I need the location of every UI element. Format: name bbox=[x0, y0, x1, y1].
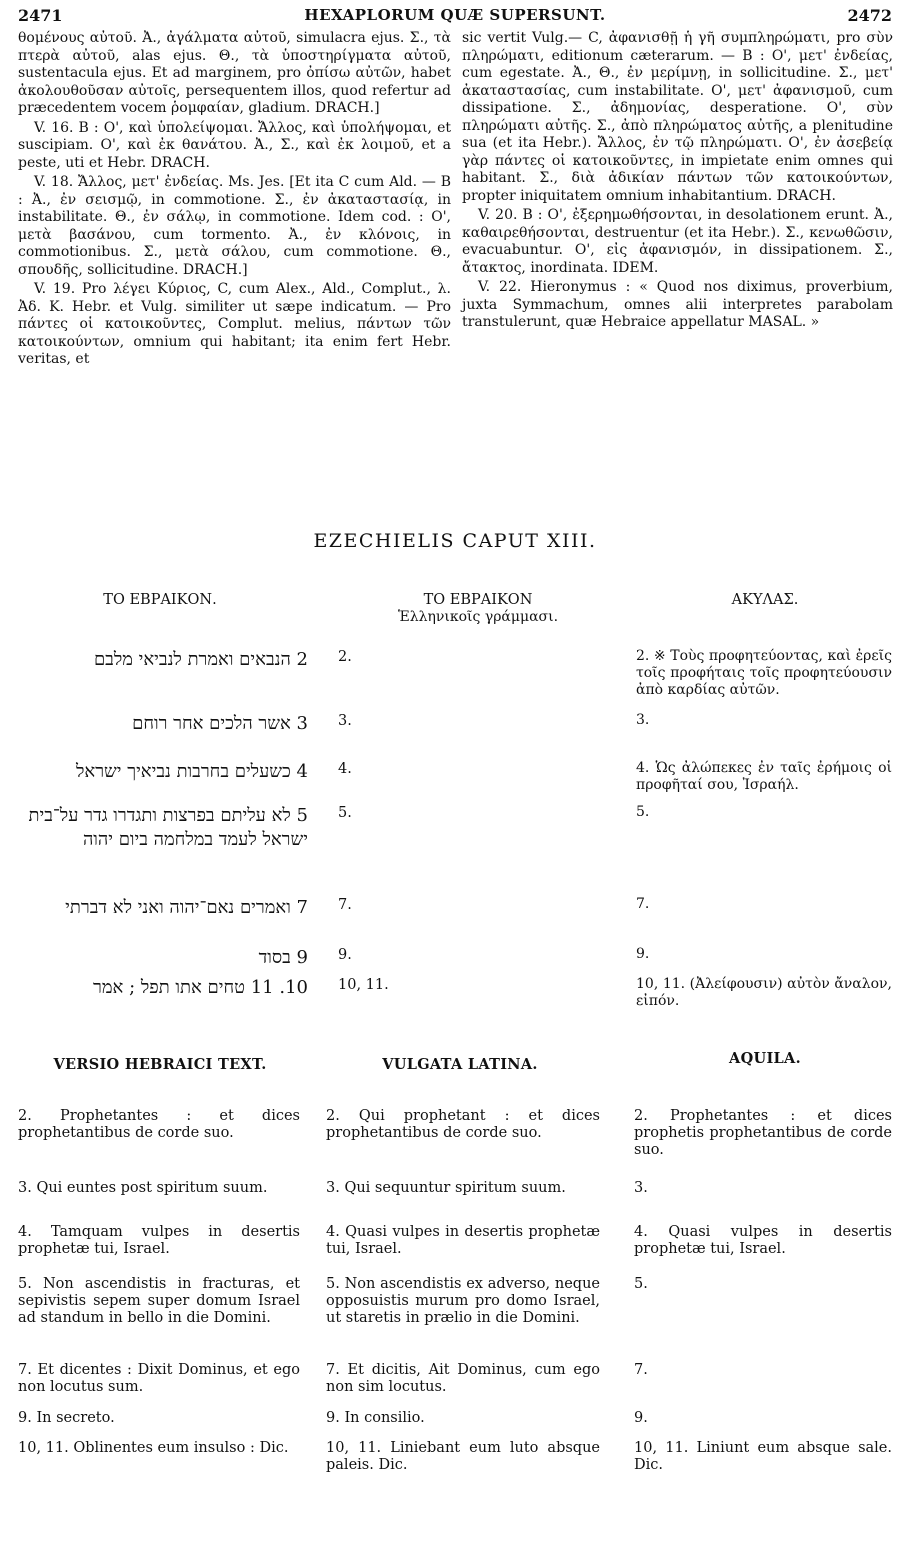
header-hebrew: ΤΟ ΕΒΡΑΙΚΟΝ. bbox=[103, 592, 217, 608]
aquila-greek-text: 5. bbox=[636, 804, 650, 820]
running-title: HEXAPLORUM QUÆ SUPERSUNT. bbox=[304, 6, 606, 24]
verse-number: 5. bbox=[338, 805, 352, 821]
note-paragraph: sic vertit Vulg.— C, ἀφανισθῇ ἡ γῆ συμπληρώματι, pro σὺν πληρώματι, editionum cæterarum. — B : Ο', μετ' ἐνδείας, cum egestate. Ἀ., Θ., ἐν μερίμνῃ, in sollicitudine. Σ., μετ' ἀκαταστασίας, cum instabilitate. Ο', μετ' ἀφανισμοῦ, cum dissipatione. Σ., ἀδημονίας, desperatione. Ο', σὺν πληρώματι αὐτῆς. Σ., ἀπὸ πληρώματος αὐτῆς, a plenitudine sua (et ita Hebr.). Ἄλλος, ἐν τῷ πληρώματι. Ο', ἐν ἀσεβείᾳ γὰρ πάντες οἱ κατοικοῦντες, in impietate enim omnes qui habitant. Σ., διὰ ἀδικίαν πάντων τῶν κατοικούντων, propter iniquitatem omnium inhabitantium. DRACH. bbox=[462, 30, 893, 204]
column-number-left: 2471 bbox=[18, 6, 63, 25]
table-row bbox=[0, 712, 910, 742]
notes-column-left bbox=[18, 30, 451, 371]
hebrew-text: 2 הנבאים ואמרת לנביאי מלבם bbox=[93, 649, 308, 670]
hebrew-text: 10. 11 טחים אתו תפל ; אמר bbox=[93, 977, 308, 998]
table-row bbox=[0, 976, 910, 1016]
table-row bbox=[0, 648, 910, 704]
hebrew-text: 3 אשר הלכים אחר רוחם bbox=[132, 713, 308, 734]
hebrew-text: 5 לא עליתם בפרצות ותגדרו גדר על־בית ישראל לעמד במלחמה ביום יהוה bbox=[28, 805, 308, 850]
versio-hebraici-text: 4. Tamquam vulpes in desertis prophetæ tui, Israel. bbox=[18, 1224, 300, 1257]
notes-column-right bbox=[462, 30, 893, 334]
versio-hebraici-text: 10, 11. Oblinentes eum insulso : Dic. bbox=[18, 1440, 289, 1456]
header-versio-hebraici: VERSIO HEBRAICI TEXT. bbox=[53, 1056, 267, 1073]
note-paragraph: V. 19. Pro λέγει Κύριος, C, cum Alex., Ald., Complut., λ. Ἀδ. Κ. Hebr. et Vulg. similiter ut sæpe indicatum. — Pro πάντες οἱ κατοικοῦντες, Complut. melius, πάντων τῶν κατοικούντων, omnium qui habitant; ita enim fert Hebr. veritas, et bbox=[18, 281, 451, 367]
note-paragraph: V. 18. Ἄλλος, μετ' ἐνδείας. Ms. Jes. [Et ita C cum Ald. — B : Ἀ., ἐν σεισμῷ, in commotione. Σ., ἐν ἀκαταστασίᾳ, in instabilitate. Θ., ἐν σάλῳ, in commotione. Idem cod. : Ο', μετὰ βασάνου, cum tormento. Ἀ., ἐν κλόνοις, in commotionibus. Σ., μετὰ σάλου, cum commotione. Θ., σπουδῆς, sollicitudine. DRACH.] bbox=[18, 174, 451, 278]
hebrew-text: 9 בסוד bbox=[258, 947, 308, 968]
aquila-latin-text: 2. Prophetantes : et dices prophetis prophetantibus de corde suo. bbox=[634, 1108, 892, 1158]
vulgata-text: 5. Non ascendistis ex adverso, neque opposuistis murum pro domo Israel, ut staretis in prælio in die Domini. bbox=[326, 1276, 600, 1326]
vulgata-text: 7. Et dicitis, Ait Dominus, cum ego non sim locutus. bbox=[326, 1362, 600, 1395]
note-paragraph: V. 20. B : Ο', ἐξερημωθήσονται, in desolationem erunt. Ἀ., καθαιρεθήσονται, destruentur (et ita Hebr.). Σ., κενωθῶσιν, evacuabuntur. Ο', εἰς ἀφανισμόν, in dissipationem. Σ., ἄτακτος, inordinata. IDEM. bbox=[462, 207, 893, 276]
table-row bbox=[0, 804, 910, 880]
chapter-title: EZECHIELIS CAPUT XIII. bbox=[313, 530, 597, 552]
aquila-greek-text: 7. bbox=[636, 896, 650, 912]
note-paragraph: θομένους αὐτοῦ. Ἀ., ἀγάλματα αὐτοῦ, simulacra ejus. Σ., τὰ πτερὰ αὐτοῦ, alas ejus. Θ., τὰ ὑποστηρίγματα αὐτοῦ, sustentacula ejus. Et ad marginem, pro ὀπίσω αὐτῶν, habet ἀκολουθοῦσαν αὐτοῖς, persequentem illos, quod refertur ad præcedentem vocem ῥομφαίαν, gladium. DRACH.] bbox=[18, 30, 451, 116]
verse-number: 7. bbox=[338, 897, 352, 913]
header-transliterated-sub: Ἑλληνικοῖς γράμμασι. bbox=[397, 609, 559, 625]
versio-hebraici-text: 5. Non ascendistis in fracturas, et sepivistis sepem super domum Israel ad standum in bello in die Domini. bbox=[18, 1276, 300, 1326]
verse-number: 9. bbox=[338, 947, 352, 963]
header-aquila-latin: AQUILA. bbox=[729, 1050, 801, 1067]
aquila-latin-text: 7. bbox=[634, 1362, 648, 1378]
note-paragraph: V. 16. B : Ο', καὶ ὑπολείψομαι. Ἄλλος, καὶ ὑπολήψομαι, et suscipiam. Ο', καὶ ἐκ θανάτου. Ἀ., Σ., καὶ ἐκ λοιμοῦ, et a peste, uti et Hebr. DRACH. bbox=[18, 119, 451, 171]
aquila-greek-text: 4. Ὡς ἀλώπεκες ἐν ταῖς ἐρήμοις οἱ προφῆταί σου, Ἰσραήλ. bbox=[636, 760, 892, 793]
vulgata-text: 10, 11. Liniebant eum luto absque paleis. Dic. bbox=[326, 1440, 600, 1473]
versio-hebraici-text: 2. Prophetantes : et dices prophetantibus de corde suo. bbox=[18, 1108, 300, 1141]
hebrew-text: 4 כשעלים בחרבות נביאיך ישראל bbox=[75, 761, 308, 782]
aquila-greek-text: 2. ※ Τοὺς προφητεύοντας, καὶ ἐρεῖς τοῖς προφήταις τοῖς προφητεύουσιν ἀπὸ καρδίας αὐτῶν. bbox=[636, 648, 892, 698]
verse-number: 10, 11. bbox=[338, 977, 389, 993]
aquila-greek-text: 3. bbox=[636, 712, 650, 728]
aquila-latin-text: 4. Quasi vulpes in desertis prophetæ tui, Israel. bbox=[634, 1224, 892, 1257]
vulgata-text: 2. Qui prophetant : et dices prophetantibus de corde suo. bbox=[326, 1108, 600, 1141]
aquila-latin-text: 10, 11. Liniunt eum absque sale. Dic. bbox=[634, 1440, 892, 1473]
table-row bbox=[0, 946, 910, 972]
hebrew-text: 7 ואמרים נאם־יהוה ואני לא דברתי bbox=[65, 897, 308, 918]
header-transliterated bbox=[338, 592, 618, 626]
verse-number: 3. bbox=[338, 713, 352, 729]
versio-hebraici-text: 9. In secreto. bbox=[18, 1410, 115, 1426]
verse-number: 2. bbox=[338, 649, 352, 665]
vulgata-text: 3. Qui sequuntur spiritum suum. bbox=[326, 1180, 566, 1196]
verse-number: 4. bbox=[338, 761, 352, 777]
aquila-latin-text: 5. bbox=[634, 1276, 648, 1292]
vulgata-text: 4. Quasi vulpes in desertis prophetæ tui, Israel. bbox=[326, 1224, 600, 1257]
aquila-latin-text: 9. bbox=[634, 1410, 648, 1426]
vulgata-text: 9. In consilio. bbox=[326, 1410, 425, 1426]
note-paragraph: V. 22. Hieronymus : « Quod nos diximus, proverbium, juxta Symmachum, omnes alii interpretes parabolam transtulerunt, quæ Hebraice appellatur MASAL. » bbox=[462, 279, 893, 330]
header-transliterated-title: ΤΟ ΕΒΡΑΙΚΟΝ bbox=[423, 592, 533, 608]
table-row bbox=[0, 896, 910, 944]
versio-hebraici-text: 7. Et dicentes : Dixit Dominus, et ego non locutus sum. bbox=[18, 1362, 300, 1395]
header-aquila-greek: ΑΚΥΛΑΣ. bbox=[731, 592, 799, 608]
column-number-right: 2472 bbox=[847, 6, 892, 25]
aquila-greek-text: 10, 11. (Ἀλείφουσιν) αὐτὸν ἄναλον, εἰπόν. bbox=[636, 976, 892, 1009]
aquila-latin-text: 3. bbox=[634, 1180, 648, 1196]
aquila-greek-text: 9. bbox=[636, 946, 650, 962]
versio-hebraici-text: 3. Qui euntes post spiritum suum. bbox=[18, 1180, 268, 1196]
table-row bbox=[0, 760, 910, 800]
header-vulgata-latina: VULGATA LATINA. bbox=[382, 1056, 538, 1073]
running-header bbox=[18, 6, 892, 30]
